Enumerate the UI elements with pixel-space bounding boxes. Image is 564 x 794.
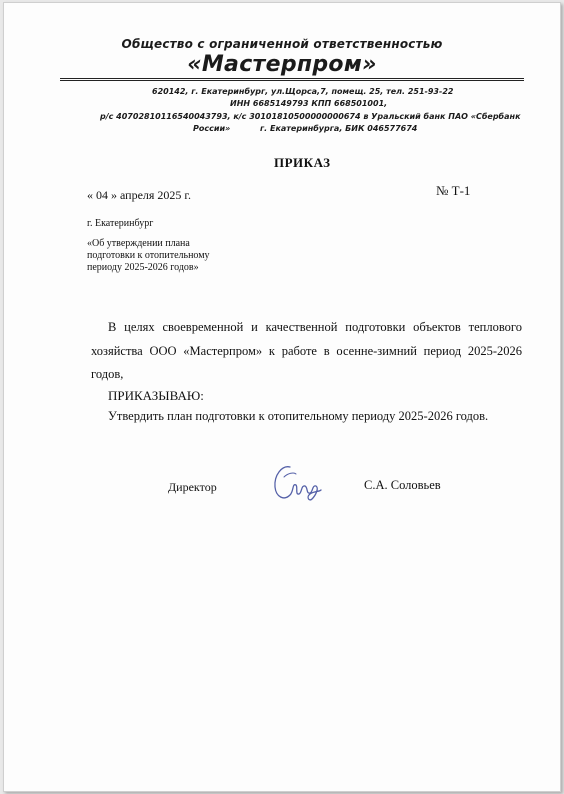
company-inn-kpp: ИНН 6685149793 КПП 668501001, [230,99,388,108]
subject-line: периоду 2025-2026 годов» [87,262,199,273]
letterhead-rule-bottom [60,80,524,81]
company-bank-details-cont: России» [193,124,231,133]
document-city: г. Екатеринбург [87,218,154,229]
order-heading: ПРИКАЗЫВАЮ: [108,388,204,403]
letterhead-rule-top [60,78,524,79]
order-text: Утвердить план подготовки к отопительному периоду 2025-2026 годов. [108,409,489,423]
subject-line: «Об утверждении плана [87,238,190,249]
handwritten-signature [268,461,324,505]
company-brand-name: «Мастерпром» [187,52,377,77]
signatory-role: Директор [168,480,217,494]
subject-line: подготовки к отопительному [87,250,210,261]
signatory-name: С.А. Соловьев [364,478,441,492]
company-address: 620142, г. Екатеринбург, ул.Щорса,7, помещ. 25, тел. 251-93-22 [152,87,454,96]
document-date: « 04 » апреля 2025 г. [87,188,191,202]
body-line: В целях своевременной и качественной подготовки объектов теплового [108,320,522,334]
company-bank-bik: г. Екатеринбурга, БИК 046577674 [260,124,418,133]
body-line: годов, [91,367,124,381]
company-bank-details: р/с 40702810116540043793, к/с 30101810500000000674 в Уральский банк ПАО «Сбербанк [100,112,521,121]
document-page [3,2,561,792]
document-title: ПРИКАЗ [274,155,331,170]
body-line: хозяйства ООО «Мастерпром» к работе в осенне-зимний период 2025-2026 [91,344,522,358]
document-number: № Т-1 [436,183,471,198]
company-legal-form: Общество с ограниченной ответственностью [121,37,443,51]
